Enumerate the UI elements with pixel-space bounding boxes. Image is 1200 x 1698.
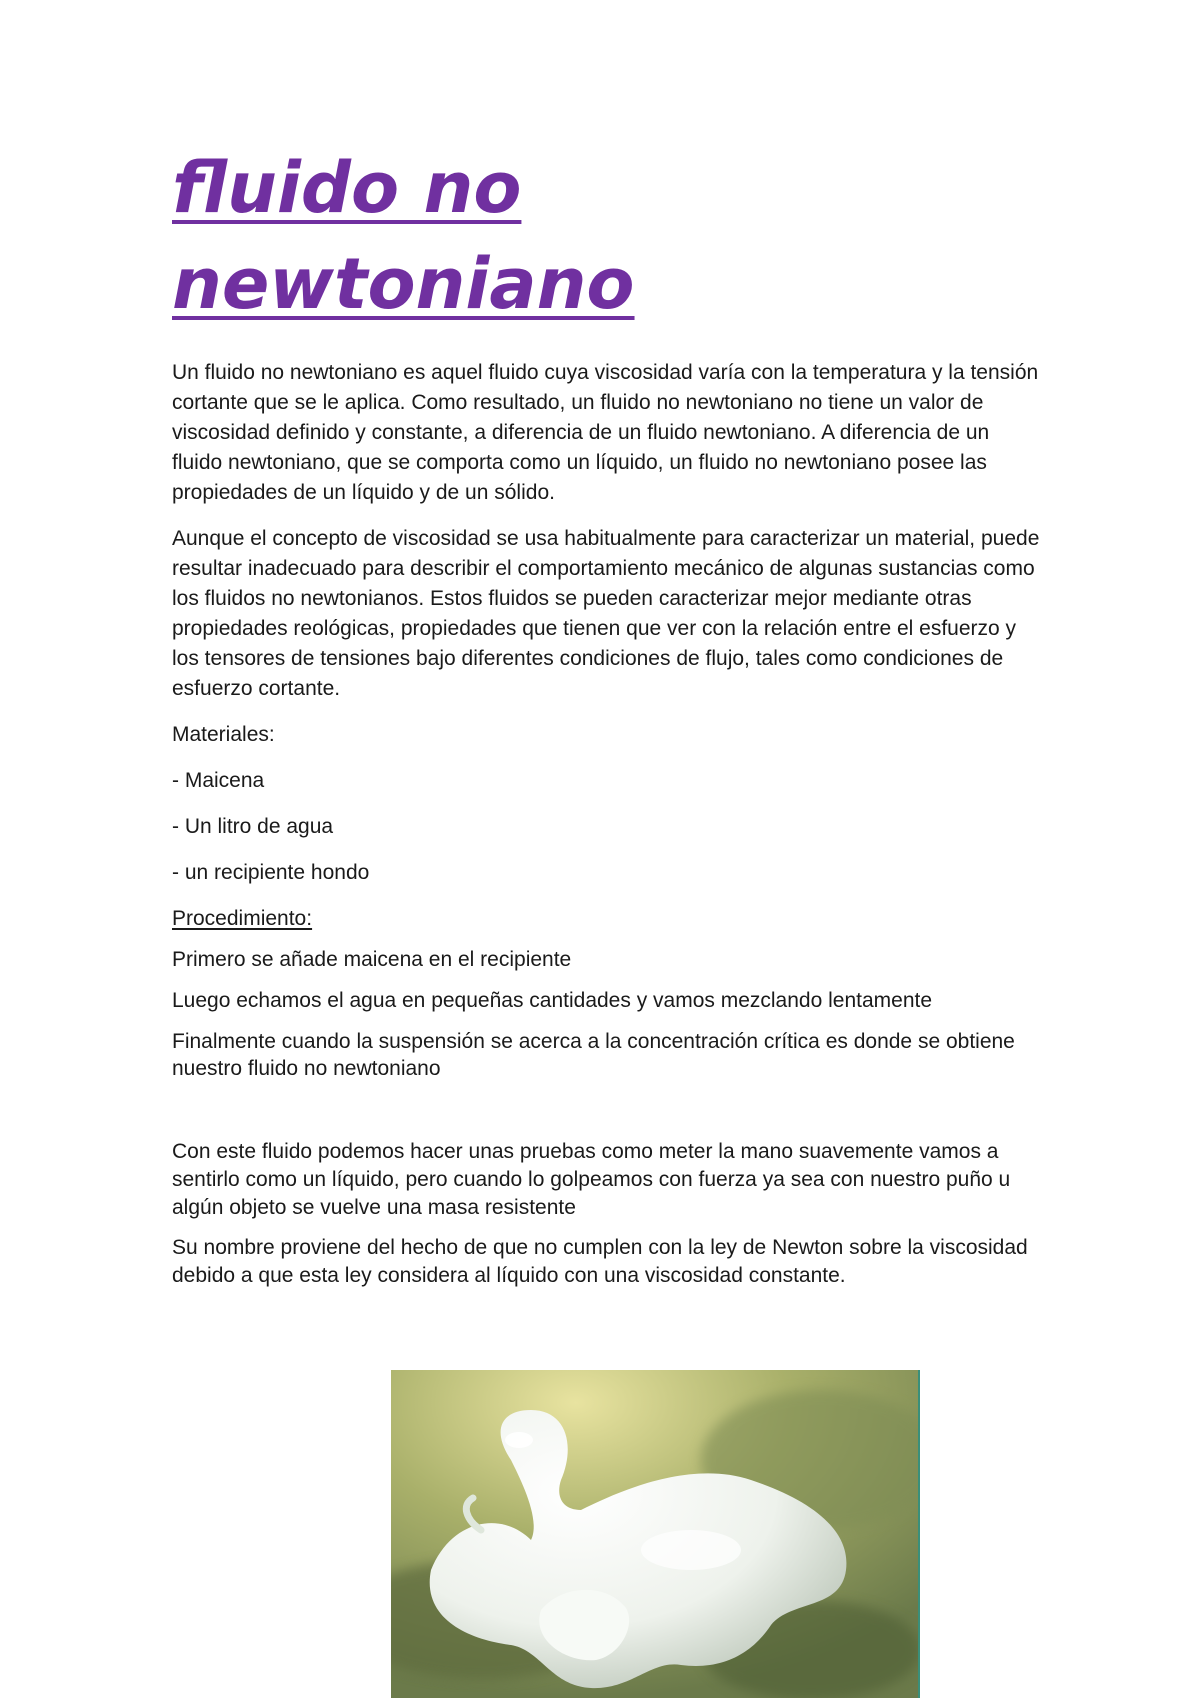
- intro-paragraph: Un fluido no newtoniano es aquel fluido cuya viscosidad varía con la temperatura y la tensión cortante que se le aplica. Como resultado, un fluido no newtoniano no tiene un valor de viscosidad definido y constante, a diferencia de un fluido newtoniano. A diferencia de un fluido newtoniano, que se comporta como un líquido, un fluido no newtoniano posee las propiedades de un líquido y de un sólido.: [172, 361, 1039, 504]
- procedure-step: Primero se añade maicena en el recipiente: [172, 948, 572, 971]
- procedure-step: Finalmente cuando la suspensión se acerca a la concentración crítica es donde se obtiene nuestro fluido no newtoniano: [172, 1030, 1015, 1080]
- viscosity-paragraph: Aunque el concepto de viscosidad se usa habitualmente para caracterizar un material, puede resultar inadecuado para describir el comportamiento mecánico de algunas sustancias como los fluidos no newtonianos. Estos fluidos se pueden caracterizar mejor mediante otras propiedades reológicas, propiedades que tienen que ver con la relación entre el esfuerzo y los tensores de tensiones bajo diferentes condiciones de flujo, tales como condiciones de esfuerzo cortante.: [172, 527, 1040, 700]
- procedure-step: Luego echamos el agua en pequeñas cantidades y vamos mezclando lentamente: [172, 989, 933, 1012]
- title-line-2: newtoniano: [172, 243, 635, 325]
- material-item: - un recipiente hondo: [172, 861, 370, 884]
- document-title: [172, 140, 1042, 332]
- title-line-1: fluido no: [172, 147, 522, 229]
- experiment-paragraph: Con este fluido podemos hacer unas pruebas como meter la mano suavemente vamos a sentirlo como un líquido, pero cuando lo golpeamos con fuerza ya sea con nuestro puño u algún objeto se vuelve una masa resistente: [172, 1140, 1011, 1219]
- materials-heading: Materiales:: [172, 723, 275, 746]
- non-newtonian-fluid-photo: [391, 1370, 920, 1698]
- material-item: - Maicena: [172, 769, 265, 792]
- material-item: - Un litro de agua: [172, 815, 334, 838]
- name-origin-paragraph: Su nombre proviene del hecho de que no cumplen con la ley de Newton sobre la viscosidad debido a que esta ley considera al líquido con una viscosidad constante.: [172, 1236, 1028, 1287]
- procedure-heading: Procedimiento:: [172, 907, 313, 930]
- document-body: [172, 140, 1042, 1290]
